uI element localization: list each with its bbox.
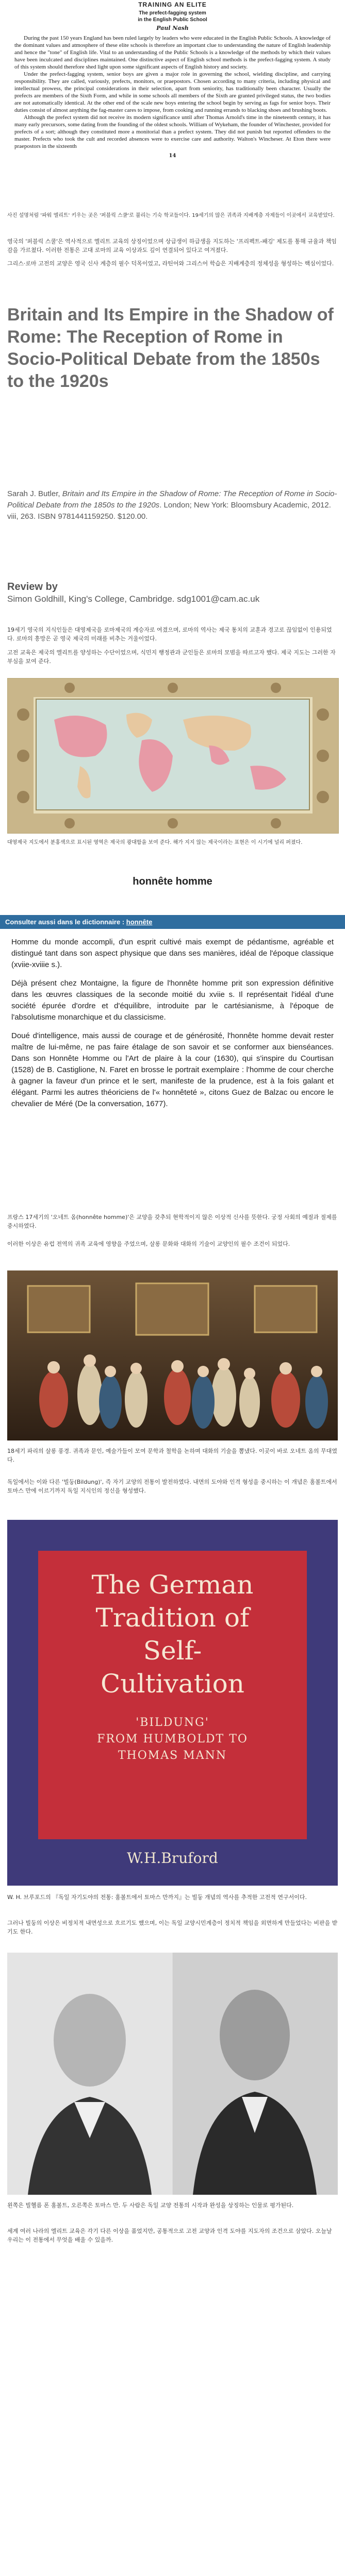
honnete-heading-wrap <box>0 876 345 896</box>
book-citation <box>0 488 345 576</box>
empire-map-image <box>7 678 339 834</box>
excerpt-title: TRAINING AN ELITE <box>138 1 207 8</box>
salon-painting-image <box>7 1270 338 1440</box>
excerpt-paragraph: During the past 150 years England has been ruled largely by leaders who were educated in the English Public Schools. A knowledge of the dominant values and atmosphere of these elite schools is therefore an important clue to understanding the nature of English leadership and hence the "tone" of English life. Vital to an understanding of the Public Schools is a knowledge of the methods by which their values have been inculcated and disciplines maintained. One distinctive aspect of English school methods is the prefect-fagging system. A study of this system should therefore shed light upon some significant aspects of English history and society. <box>14 35 331 70</box>
excerpt-paragraph: Although the prefect system did not receive its modern significance until after Thomas Arnold's time in the nineteenth century, it has many early precursors, some dating from the founding of the oldest schools. William of Wykeham, the founder of Winchester, provided for prefects of a sort; although they constituted more a monitorial than a prefect system. They did not punish but reported offenders to the master. Prefects who took the cult and recorded absences were to exercise care and authority. Walton's Wincheser. At Eton there were praepostors in the sixteenth <box>14 114 331 149</box>
cover-subtitle-line: FROM HUMBOLDT TO <box>97 1733 248 1745</box>
review-heading: Review by <box>7 581 58 592</box>
definition-text <box>11 937 334 1110</box>
bildung-book-cover <box>7 1520 338 1886</box>
dictionary-link-bar <box>0 915 345 929</box>
bildung-caption: W. H. 브루포드의 『독일 자기도야의 전통: 훔볼트에서 토마스 만까지』는 빌둥 개념의 역사를 추적한 고전적 연구서이다. <box>7 1894 307 1901</box>
map-intro-text-2: 고전 교육은 제국의 엘리트를 양성하는 수단이었으며, 식민지 행정관과 군인들은 로마의 모범을 따르고자 했다. 제국 지도는 그러한 자부심을 보여 준다. <box>7 649 336 665</box>
honnete-heading: honnête homme <box>133 876 212 887</box>
intro-paragraph: 영국의 '퍼블릭 스쿨'은 역사적으로 엘리트 교육의 상징이었으며 상급생이 하급생을 지도하는 '프리펙트-패깅' 제도를 통해 규율과 책임감을 가르쳤다. 이러한 전통은 고대 로마의 교육 이상과도 깊이 연결되어 있다고 여겨졌다. <box>7 238 337 253</box>
cover-title-panel <box>38 1551 307 1839</box>
citation-author: Sarah J. Butler, <box>7 489 60 498</box>
cover-title-line: Cultivation <box>101 1669 244 1699</box>
map-intro-text: 19세기 영국의 지식인들은 대영제국을 로마제국의 계승자로 여겼으며, 로마의 역사는 제국 통치의 교훈과 경고로 끊임없이 인용되었다. 로마의 흥망은 곧 영국 제국의 미래를 비추는 거울이었다. <box>7 626 332 642</box>
excerpt-body <box>7 35 338 150</box>
excerpt-author: Paul Nash <box>156 25 189 31</box>
dictionary-bar <box>0 915 345 930</box>
honnete-definition <box>0 937 345 1210</box>
cover-subtitle-line: THOMAS MANN <box>118 1749 227 1762</box>
map-illustration <box>8 679 338 833</box>
portraits-image <box>7 1953 338 2195</box>
map-caption: 대영제국 지도에서 분홍색으로 표시된 영역은 제국의 광대함을 보여 준다. 해가 지지 않는 제국이라는 표현은 이 시기에 널리 퍼졌다. <box>7 840 303 845</box>
cover-title-line: Self- <box>143 1636 202 1666</box>
portraits-illustration <box>7 1953 338 2195</box>
review-byline <box>0 580 345 621</box>
cover-subtitle <box>38 1715 307 1764</box>
honnete-note-1: 프랑스 17세기의 '오네트 옴(honnête homme)'은 교양을 갖추되 현학적이지 않은 이상적 신사를 뜻한다. 궁정 사회의 예절과 절제를 중시하였다. <box>7 1214 337 1229</box>
book-review-header <box>0 304 345 495</box>
salon-text: 독일에서는 이와 다른 '빌둥(Bildung)', 즉 자기 교양의 전통이 발전하였다. 내면의 도야와 인격 형성을 중시하는 이 개념은 훔볼트에서 토마스 만에 이르기까지 독일 지식인의 정신을 형성했다. <box>7 1479 337 1494</box>
cover-subtitle-line: 'BILDUNG' <box>136 1716 209 1729</box>
cover-title <box>38 1568 307 1700</box>
dictionary-link[interactable]: honnête <box>126 918 153 926</box>
book-title: Britain and Its Empire in the Shadow of Rome: The Reception of Rome in Socio-Political Debate from the 1850s to the 1920s <box>7 305 334 391</box>
dictionary-label: Consulter aussi dans le dictionnaire : <box>5 918 125 926</box>
page-number: 14 <box>169 153 176 159</box>
definition-paragraph: Déjà présent chez Montaigne, la figure de l'honnête homme prit son expression définitive dans les œuvres classiques de la seconde moitié du xviie s. Il représentait l'idéal d'une société épurée d'ordre et d'équilibre, introduite par le cartésianisme, à l'époque de l'absolutisme monarchique et du classicisme. <box>11 979 334 1022</box>
definition-paragraph: Homme du monde accompli, d'un esprit cultivé mais exempt de pédantisme, agréable et distingué tant dans son aspect physique que dans ses manières, idéal de l'époque classique (xviie-xviiie s.). <box>11 938 334 969</box>
scanned-excerpt <box>0 0 345 206</box>
salon-caption: 18세기 파리의 살롱 풍경. 귀족과 문인, 예술가들이 모여 문학과 철학을 논하며 대화의 기술을 뽐냈다. 이곳이 바로 오네트 옴의 무대였다. <box>7 1448 337 1463</box>
cover-author: W.H.Bruford <box>127 1850 218 1867</box>
intro-text <box>0 237 345 299</box>
excerpt-subtitle-line: in the English Public School <box>138 17 207 23</box>
reviewer: Simon Goldhill, King's College, Cambridge. sdg1001@cam.ac.uk <box>7 594 260 604</box>
citation-title: Britain and Its Empire in the Shadow of Rome: The Reception of Rome in Socio-Political Debate from the 1850s to the 1920s <box>7 489 337 510</box>
excerpt-paragraph: Under the prefect-fagging system, senior boys are given a major role in governing the school, wielding discipline, and carrying responsibility. They are called, variously, prefects, monitors, or praepostors. Chosen according to many criteria, including physical and intellectual prowess, the principal considerations in their selection, apart from seniority, has traditionally been character. Usually the prefects are members of the Sixth Form, and while in some schools all members of the Sixth are granted privileged status, the two bodies are not automatically identical. At the other end of the scale new boys entering the school begin by serving as fags for senior boys. Their duties consist of almost anything the fag-master cares to impose, from cooking and running errands to blacking shoes and brushing boots. <box>14 71 331 113</box>
bildung-text: 그러나 빌둥의 이상은 비정치적 내면성으로 흐르기도 했으며, 이는 독일 교양시민계층이 정치적 책임을 외면하게 만들었다는 비판을 받기도 한다. <box>7 1920 338 1935</box>
excerpt-subtitle <box>7 10 338 23</box>
salon-illustration <box>7 1270 338 1440</box>
citation-publisher: . London; New York: Bloomsbury Academic, 2012. viii, 263. ISBN 9781441159250. $120.00. <box>7 501 331 521</box>
intro-paragraph: 그리스·로마 고전의 교양은 영국 신사 계층의 필수 덕목이었고, 라틴어와 그리스어 학습은 지배계층의 정체성을 형성하는 핵심이었다. <box>7 260 334 267</box>
excerpt-subtitle-line: The prefect-fagging system <box>139 10 206 16</box>
definition-paragraph: Doué d'intelligence, mais aussi de courage et de générosité, l'honnête homme devait rester maître de lui-même, ne pas faire étalage de son savoir et se conformer aux bienséances. Dans son Honnête Homme ou l'Art de plaire à la cour (1630), qui s'inspire du Courtisan (1528) de B. Castiglione, N. Faret en brosse le portrait exemplaire : l'homme de cour cherche à gagner la faveur d'un prince et le sert, manifeste de la prudence, est à la fois galant et élégant. Parmi les autres théoriciens de l'« honnêteté », citons Guez de Balzac ou encore le chevalier de Méré (De la conversation, 1677). <box>11 1031 334 1108</box>
closing-text: 세계 여러 나라의 엘리트 교육은 각기 다른 이상을 품었지만, 공통적으로 고전 교양과 인격 도야를 지도자의 조건으로 삼았다. 오늘날 우리는 이 전통에서 무엇을 배울 수 있을까. <box>7 2228 332 2243</box>
portraits-caption: 왼쪽은 빌헬름 폰 훔볼트, 오른쪽은 토마스 만. 두 사람은 독일 교양 전통의 시작과 완성을 상징하는 인물로 평가된다. <box>7 2202 294 2209</box>
cover-title-line: The German <box>91 1570 254 1600</box>
excerpt-caption: 사진 설명처럼 '파워 엘리트' 키우는 곳은 '퍼블릭 스쿨'로 불리는 기숙 학교들이다. 19세기의 많은 귀족과 지배계층 자제들이 이곳에서 교육받았다. <box>7 213 335 218</box>
honnete-note-2: 이러한 이상은 유럽 전역의 귀족 교육에 영향을 주었으며, 살롱 문화와 대화의 기술이 교양인의 필수 조건이 되었다. <box>7 1241 290 1247</box>
cover-title-line: Tradition of <box>95 1603 250 1633</box>
